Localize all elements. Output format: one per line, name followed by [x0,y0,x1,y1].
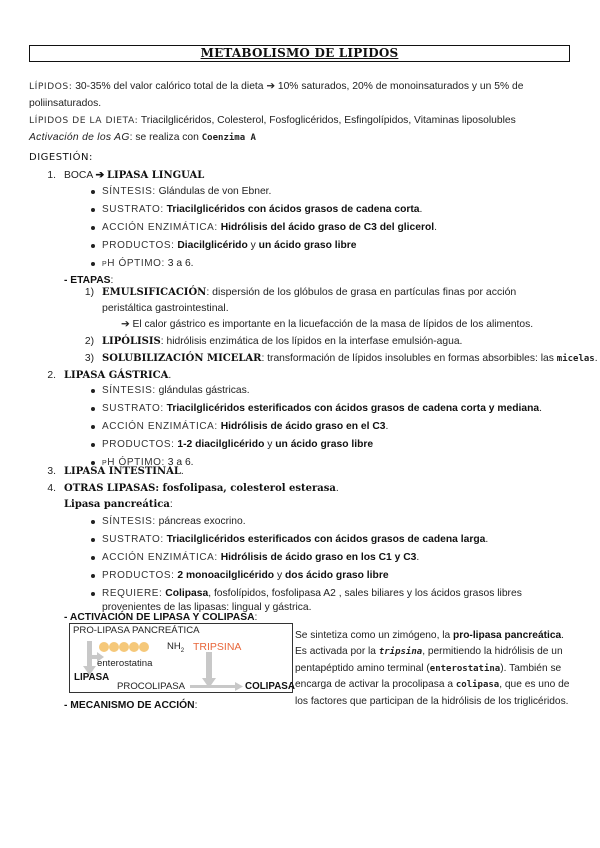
bullet-dot [91,190,95,194]
bullet-dot [91,538,95,542]
s2-ph-text: 3 a 6. [167,457,194,468]
bullet-dot [91,226,95,230]
etapa1-note [121,318,533,331]
desc-4: ). También se encarga de activar la procolipasa a [295,662,562,691]
s1-ph-label: pH ÓPTIMO: [102,258,165,269]
etapa3-number: 3) [84,353,94,364]
s2-sustrato-item: SUSTRATO: Triacilglicéridos esterificados con ácidos grasos de cadena corta y mediana. [102,403,543,414]
enterostatina-label: enterostatina [97,658,153,669]
s4-requiere-text-1: , fosfolípidos, fosfolipasa A2 , sales biliares y los ácidos grasos libres [208,588,522,599]
s4-productos-mid: y [276,570,283,581]
desc-5: , que es uno de los factores que participan de la hidrólisis de los triglicéridos. [295,679,570,707]
etapa2-text: : hidrólisis enzimática de los lípidos en la interfase emulsión-agua. [160,336,463,347]
etapa2-number: 2) [84,336,94,347]
bullet-dot [91,389,95,393]
s4-sintesis-item [102,515,246,528]
s4-productos-label: PRODUCTOS: [102,570,175,581]
s4-requiere-item [102,587,522,600]
bead [109,642,119,652]
etapa1-line-1 [102,286,516,299]
s2-sintesis-label: SÍNTESIS: [102,385,156,396]
etapas-label: - ETAPAS [64,275,111,286]
s4-accion-label: ACCIÓN ENZIMÁTICA: [102,552,218,563]
bead [99,642,109,652]
section4-subtitle-line: Lipasa pancreática: [64,499,173,510]
dieta-text: Triacilglicéridos, Colesterol, Fosfoglicéridos, Esfingolípidos, Vitaminas liposolubles [140,115,516,126]
s2-sustrato-label: SUSTRATO: [102,403,164,414]
s4-sustrato-label: SUSTRATO: [102,534,164,545]
s2-productos-b1: 1-2 diacilglicérido [177,439,265,450]
desc-2: . Es activada por la [295,630,565,658]
etapa3-micelas: micelas [556,354,595,364]
s1-sintesis-text: Glándulas de von Ebner. [158,186,272,197]
tripsina-label: TRIPSINA [193,641,242,653]
section1-number: 1. [47,170,56,181]
bullet-dot [91,425,95,429]
etapa1-number: 1) [84,287,94,298]
section3-title-line: LIPASA INTESTINAL. [64,466,184,477]
etapa2-line [102,335,462,348]
colipasa-label: COLIPASA [245,681,295,692]
s2-ph-label: pH ÓPTIMO: [102,457,165,468]
etapa3-title: SOLUBILIZACIÓN MICELAR [102,353,262,364]
s1-sustrato-label: SUSTRATO: [102,204,164,215]
s1-sustrato-item: SUSTRATO: Triacilglicéridos con ácidos grasos de cadena corta. [102,204,423,215]
s4-productos-item [102,569,389,582]
s2-productos-b2: un ácido graso libre [275,439,374,450]
activacion-text: : se realiza con [129,132,199,143]
s1-accion-label: ACCIÓN ENZIMÁTICA: [102,222,218,233]
s2-productos-label: PRODUCTOS: [102,439,175,450]
peptide-beads [99,642,149,652]
s2-productos-item [102,438,373,451]
etapa1-text-2: peristáltica gastrointestinal. [102,302,229,314]
section4-subtitle: Lipasa pancreática [64,499,170,510]
bullet-dot [91,208,95,212]
s1-productos-label: PRODUCTOS: [102,240,175,251]
desc-prolipasa: pro-lipasa pancreática [453,630,562,641]
section3-title: LIPASA INTESTINAL [64,466,181,477]
s1-sustrato-text: Triacilglicéridos con ácidos grasos de cadena corta [166,204,420,215]
s4-requiere-label: REQUIERE: [102,588,163,599]
s4-sustrato-item: SUSTRATO: Triacilglicéridos esterificados con ácidos grasos de cadena larga. [102,534,489,545]
s4-sustrato-text: Triacilglicéridos esterificados con ácidos grasos de cadena larga [166,534,486,545]
nh2-label [167,641,184,657]
desc-colipasa: colipasa [455,680,500,691]
bead [119,642,129,652]
bullet-dot [91,520,95,524]
desc-3: , permitiendo la hidrólisis de un pentapéptido amino terminal ( [295,646,563,674]
etapa1-title: EMULSIFICACIÓN [102,287,207,298]
desc-enterostatina: enterostatina [429,663,501,674]
s2-accion-label: ACCIÓN ENZIMÁTICA: [102,421,218,432]
s1-accion-item: ACCIÓN ENZIMÁTICA: Hidrólisis del ácido graso de C3 del glicerol. [102,222,437,233]
section2-title: LIPASA GÁSTRICA [64,370,169,381]
etapa3-line: SOLUBILIZACIÓN MICELAR: transformación de lípidos insolubles en formas absorbibles: las micelas. [102,353,598,364]
s2-accion-item: ACCIÓN ENZIMÁTICA: Hidrólisis de ácido graso en el C3. [102,421,389,432]
bead [129,642,139,652]
s2-sintesis-text: glándulas gástricas. [158,385,250,396]
activacion-label: Activación de los AG [29,132,130,143]
s1-ph-item [102,257,194,270]
etapas-heading: - ETAPAS: [64,275,114,286]
s4-requiere-text-2: provenientes de las lipasas: lingual y gástrica. [102,602,312,613]
section3-number: 3. [47,466,56,477]
s4-productos-b2: dos ácido graso libre [284,570,389,581]
s4-sintesis-label: SÍNTESIS: [102,516,156,527]
etapa2-title: LIPÓLISIS [102,336,161,347]
s1-accion-text: Hidrólisis del ácido graso de C3 del glicerol [220,222,435,233]
desc-1: Se sintetiza como un zimógeno, la [295,630,451,641]
bullet-dot [91,443,95,447]
section4-number: 4. [47,483,56,494]
nh2-text: NH [167,641,181,652]
digestion-heading: DIGESTIÓN: [29,152,93,163]
s4-requiere-colipasa: Colipasa [165,588,209,599]
section2-title-line: LIPASA GÁSTRICA. [64,370,172,381]
intro-lipidos-line-2 [29,97,101,110]
s2-sustrato-text: Triacilglicéridos esterificados con ácidos grasos de cadena corta y mediana [166,403,540,414]
s1-productos-item [102,239,357,252]
page-title-box [29,45,570,62]
bullet-dot [91,407,95,411]
arrow-down-icon [202,652,216,688]
bullet-dot [91,556,95,560]
etapa3-text: : transformación de lípidos insolubles en formas absorbibles: las [261,353,554,364]
section1-title: LIPASA LINGUAL [107,170,205,181]
bead [139,642,149,652]
s4-productos-b1: 2 monoacilglicérido [177,570,275,581]
activacion-description [295,628,573,710]
section2-number: 2. [47,370,56,381]
s4-accion-item: ACCIÓN ENZIMÁTICA: Hidrólisis de ácido graso en los C1 y C3. [102,552,420,563]
s1-productos-b1: Diacilglicérido [177,240,248,251]
page-title: METABOLISMO DE LIPIDOS [200,46,399,60]
lipasa-label: LIPASA [74,672,110,683]
desc-tripsina: tripsina [378,647,423,658]
mecanismo-heading: - MECANISMO DE ACCIÓN: [64,700,198,711]
intro-dieta-line [29,114,516,127]
mecanismo-heading-text: - MECANISMO DE ACCIÓN [64,700,195,711]
s1-productos-b2: un ácido graso libre [258,240,357,251]
activacion-heading-text: - ACTIVACIÓN DE LIPASA Y COLIPASA [64,612,255,623]
s2-productos-mid: y [267,439,273,450]
lipidos-text-1: 30-35% del valor calórico total de la dieta ➔ 10% saturados, 20% de monoinsaturados y un 5% de [75,81,524,92]
lipidos-label: LÍPIDOS: [29,81,73,92]
intro-lipidos-line-1 [29,80,523,93]
s2-accion-text: Hidrólisis de ácido graso en el C3 [220,421,386,432]
prolipasa-label: PRO-LIPASA PANCREÁTICA [73,625,200,636]
dieta-label: LÍPIDOS DE LA DIETA: [29,115,139,126]
bullet-dot [91,244,95,248]
etapa1-text-1: : dispersión de los glóbulos de grasa en partículas finas por acción [206,286,517,298]
activation-diagram [69,623,293,693]
s1-sintesis-item [102,185,271,198]
note-arrow: ➔ [121,319,130,330]
section4-title-line: OTRAS LIPASAS: fosfolipasa, colesterol esterasa. [64,483,339,494]
activacion-heading: - ACTIVACIÓN DE LIPASA Y COLIPASA: [64,612,258,623]
s2-sintesis-item [102,384,250,397]
s4-sintesis-text: páncreas exocrino. [158,516,246,527]
bullet-dot [91,262,95,266]
s1-sintesis-label: SÍNTESIS: [102,186,156,197]
intro-activacion-line [29,131,256,145]
activacion-coenzima: Coenzima A [201,133,256,143]
bullet-dot [91,592,95,596]
s4-accion-text: Hidrólisis de ácido graso en los C1 y C3 [220,552,417,563]
procolipasa-label: PROCOLIPASA [117,681,186,692]
lipidos-text-2: poliinsaturados. [29,98,102,109]
section1-title-line [64,169,204,182]
bullet-dot [91,574,95,578]
nh2-sub: 2 [180,647,185,654]
etapa1-line-2 [102,302,229,315]
section4-title: OTRAS LIPASAS: fosfolipasa, colesterol esterasa [64,483,336,494]
arrow-right-icon [190,682,243,691]
section1-arrow: ➔ [95,170,105,181]
etapa1-note-text: El calor gástrico es importante en la licuefacción de la masa de lípidos de los alimentos. [132,319,534,330]
s1-ph-text: 3 a 6. [167,258,194,269]
s1-productos-mid: y [250,240,256,251]
section1-title-prefix: BOCA [64,170,93,181]
